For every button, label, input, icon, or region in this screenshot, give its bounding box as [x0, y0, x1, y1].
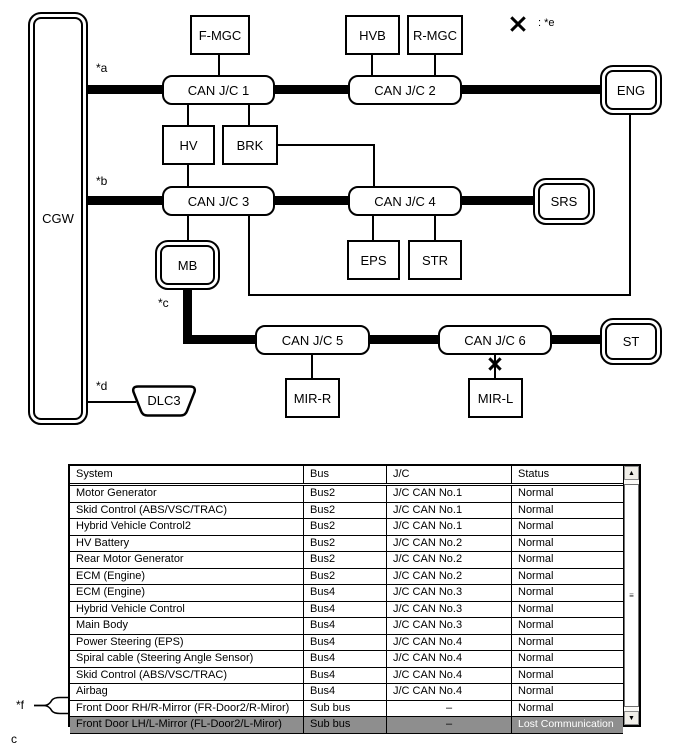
table-row[interactable]: [70, 635, 623, 652]
footnote-letter: c: [11, 732, 17, 746]
node-can-jc-6: CAN J/C 6: [438, 325, 552, 355]
cell-status: Normal: [518, 602, 554, 615]
node-can-jc-2: CAN J/C 2: [348, 75, 462, 105]
table-header-row: [70, 466, 623, 484]
node-srs: [533, 178, 595, 225]
bus-b-line: [88, 196, 533, 205]
cell-jc: J/C CAN No.1: [387, 519, 512, 535]
cell-system: Motor Generator: [70, 486, 304, 502]
cell-system: Front Door RH/R-Mirror (FR-Door2/R-Miror): [70, 701, 304, 717]
node-st-label: ST: [605, 323, 657, 360]
cell-jc: J/C CAN No.4: [387, 684, 512, 700]
table-row[interactable]: [70, 503, 623, 520]
scroll-up-button[interactable]: ▲: [624, 466, 639, 480]
row-pointer-brace-icon: [34, 691, 68, 721]
cell-jc: J/C CAN No.4: [387, 668, 512, 684]
table-grid: [70, 466, 623, 730]
cell-system: HV Battery: [70, 536, 304, 552]
node-hv: HV: [162, 125, 215, 165]
cell-system: Power Steering (EPS): [70, 635, 304, 651]
cgw-to-dlc3-line: [88, 401, 136, 403]
cell-status: Normal: [518, 635, 554, 648]
table-row[interactable]: [70, 585, 623, 602]
cell-bus: Bus4: [304, 602, 387, 618]
cell-status: Normal: [518, 652, 554, 664]
jc1-to-brk-line: [248, 105, 250, 125]
scrollbar-thumb[interactable]: ≡: [624, 484, 639, 707]
jc5-to-mirr-line: [311, 353, 313, 378]
cell-bus: Bus2: [304, 552, 387, 568]
node-can-jc-3: CAN J/C 3: [162, 186, 275, 216]
table-row[interactable]: [70, 651, 623, 668]
cell-bus: Bus2: [304, 486, 387, 502]
cell-bus: Bus4: [304, 651, 387, 667]
marker-d: *d: [96, 379, 108, 393]
jc3-to-mb-line: [187, 215, 189, 240]
mirl-disconnect-x-icon: [487, 356, 503, 372]
brk-to-jc4-line: [373, 144, 375, 186]
node-cgw: [28, 12, 88, 425]
node-mb-label: MB: [160, 245, 215, 285]
system-status-table: [68, 464, 641, 730]
cell-system: Hybrid Vehicle Control2: [70, 519, 304, 535]
table-row[interactable]: [70, 536, 623, 553]
cell-jc: J/C CAN No.1: [387, 503, 512, 519]
cell-system: Skid Control (ABS/VSC/TRAC): [70, 503, 304, 519]
fmgc-to-jc1-line: [218, 55, 220, 75]
cell-jc: J/C CAN No.2: [387, 536, 512, 552]
table-row[interactable]: [70, 701, 623, 718]
table-row[interactable]: [70, 602, 623, 619]
cell-status: Normal: [518, 553, 554, 565]
cell-status: Normal: [518, 685, 554, 697]
brk-right-line: [278, 144, 375, 146]
cell-status: Normal: [518, 536, 554, 549]
cell-bus: Sub bus: [304, 717, 387, 733]
node-eps: EPS: [347, 240, 400, 280]
legend-label: : *e: [538, 17, 555, 29]
cell-bus: Bus2: [304, 536, 387, 552]
eng-loop-down-line: [629, 115, 631, 296]
table-row[interactable]: [70, 684, 623, 701]
marker-f: *f: [16, 698, 25, 712]
node-str: STR: [408, 240, 462, 280]
cell-bus: Bus4: [304, 668, 387, 684]
marker-b: *b: [96, 174, 108, 188]
cell-system: Hybrid Vehicle Control: [70, 602, 304, 618]
table-row[interactable]: [70, 552, 623, 569]
marker-a: *a: [96, 61, 108, 75]
cell-system: ECM (Engine): [70, 569, 304, 585]
node-can-jc-1: CAN J/C 1: [162, 75, 275, 105]
scrollbar-track[interactable]: [624, 480, 639, 711]
rmgc-to-jc2-line: [434, 55, 436, 75]
jc4-to-str-line: [434, 215, 436, 240]
cell-jc: –: [387, 701, 512, 717]
cell-bus: Bus4: [304, 684, 387, 700]
column-header-system: System: [70, 466, 304, 483]
node-dlc3-shape: [131, 385, 197, 417]
vertical-scrollbar[interactable]: [623, 466, 639, 725]
cell-status: Normal: [518, 668, 554, 681]
cell-system: Skid Control (ABS/VSC/TRAC): [70, 668, 304, 684]
table-row[interactable]: [70, 668, 623, 685]
node-dlc3-label: DLC3: [147, 393, 181, 408]
cell-jc: J/C CAN No.1: [387, 486, 512, 502]
node-srs-label: SRS: [538, 183, 590, 220]
node-st: [600, 318, 662, 365]
cell-system: Front Door LH/L-Mirror (FL-Door2/L-Miror): [70, 717, 304, 733]
cell-system: Spiral cable (Steering Angle Sensor): [70, 651, 304, 667]
node-fmgc: F-MGC: [190, 15, 250, 55]
cell-status: Normal: [518, 569, 554, 582]
table-row[interactable]: [70, 569, 623, 586]
cell-bus: Bus4: [304, 585, 387, 601]
column-header-status: Status: [518, 468, 550, 480]
cell-jc: J/C CAN No.4: [387, 635, 512, 651]
node-mb: [155, 240, 220, 290]
node-can-jc-4: CAN J/C 4: [348, 186, 462, 216]
cell-bus: Sub bus: [304, 701, 387, 717]
cell-jc: J/C CAN No.4: [387, 651, 512, 667]
cell-bus: Bus4: [304, 635, 387, 651]
jc4-to-eps-line: [372, 215, 374, 240]
cell-bus: Bus2: [304, 569, 387, 585]
cell-status: Normal: [518, 586, 554, 598]
legend-x-icon: [508, 14, 527, 33]
cell-jc: J/C CAN No.2: [387, 552, 512, 568]
node-rmgc: R-MGC: [407, 15, 463, 55]
table-row[interactable]: [70, 618, 623, 635]
cell-bus: Bus2: [304, 519, 387, 535]
node-can-jc-5: CAN J/C 5: [255, 325, 370, 355]
hvb-to-jc2-line: [371, 55, 373, 75]
cell-bus: Bus4: [304, 618, 387, 634]
cell-status: Normal: [518, 503, 554, 516]
hv-to-jc3-line: [187, 165, 189, 186]
table-row[interactable]: [70, 717, 623, 734]
cell-system: Airbag: [70, 684, 304, 700]
cell-status: Normal: [518, 487, 554, 499]
jc3-loop-down-line: [248, 215, 250, 296]
node-mir-r: MIR-R: [285, 378, 340, 418]
marker-c: *c: [158, 296, 169, 310]
node-eng: [600, 65, 662, 115]
table-row[interactable]: [70, 519, 623, 536]
node-cgw-label: CGW: [33, 17, 83, 420]
cell-bus: Bus2: [304, 503, 387, 519]
cell-jc: J/C CAN No.3: [387, 602, 512, 618]
node-hvb: HVB: [345, 15, 400, 55]
table-body: [70, 486, 623, 730]
scroll-down-button[interactable]: ▼: [624, 711, 639, 725]
node-brk: BRK: [222, 125, 278, 165]
cell-jc: –: [387, 717, 512, 733]
cell-system: ECM (Engine): [70, 585, 304, 601]
cell-system: Main Body: [70, 618, 304, 634]
cell-status: Normal: [518, 619, 554, 631]
cell-status: Normal: [518, 520, 554, 532]
table-row[interactable]: [70, 486, 623, 503]
cell-jc: J/C CAN No.2: [387, 569, 512, 585]
node-mir-l: MIR-L: [468, 378, 523, 418]
cell-jc: J/C CAN No.3: [387, 585, 512, 601]
cell-status: Normal: [518, 701, 554, 714]
cell-jc: J/C CAN No.3: [387, 618, 512, 634]
jc1-to-hv-line: [187, 105, 189, 125]
cell-status: Lost Communication: [518, 718, 614, 730]
cell-system: Rear Motor Generator: [70, 552, 304, 568]
column-header-jc: J/C: [387, 466, 512, 483]
column-header-bus: Bus: [304, 466, 387, 483]
node-eng-label: ENG: [605, 70, 657, 110]
loop-horizontal-line: [248, 294, 631, 296]
